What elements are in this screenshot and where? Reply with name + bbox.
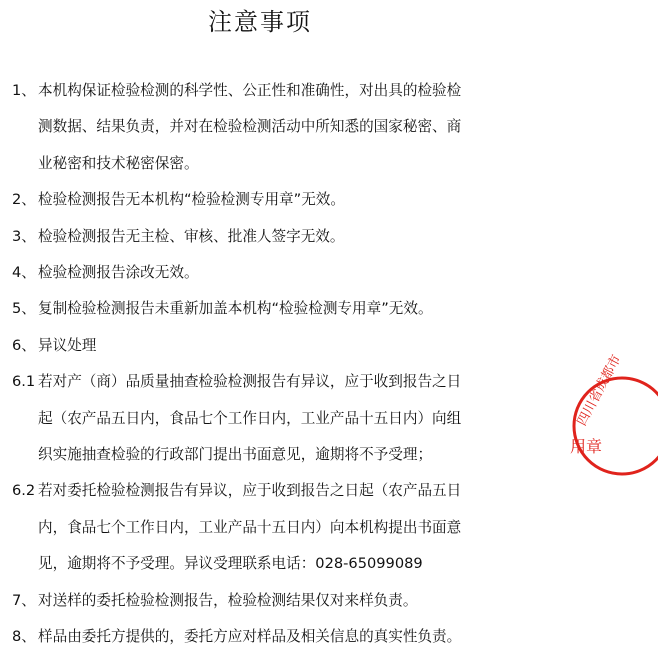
item-text-line: 复制检验检测报告未重新加盖本机构“检验检测专用章”无效。 xyxy=(38,300,433,318)
item-number: 4、 xyxy=(12,264,36,282)
item-text-line: 检验检测报告涂改无效。 xyxy=(38,264,199,282)
seal-inner-text: 用章 xyxy=(570,437,603,456)
item-number: 1、 xyxy=(12,82,36,99)
notice-item xyxy=(12,619,522,655)
seal-arc-text: 四川省成都市 xyxy=(574,352,625,429)
item-text-line: 织实施抽查检验的行政部门提出书面意见，逾期将不予受理； xyxy=(38,446,433,464)
item-text-line: 检验检测报告无本机构“检验检测专用章”无效。 xyxy=(38,191,345,209)
notice-item xyxy=(12,328,522,364)
item-number: 3、 xyxy=(12,227,36,245)
item-text-line: 对送样的委托检验检测报告，检验检测结果仅对来样负责。 xyxy=(38,591,418,609)
item-text-line: 测数据、结果负责，并对在检验检测活动中所知悉的国家秘密、商 xyxy=(38,118,462,136)
item-text-line: 内，食品七个工作日内，工业产品十五日内）向本机构提出书面意 xyxy=(38,518,462,536)
item-number: 6.1 xyxy=(12,373,36,391)
item-text-line: 检验检测报告无主检、审核、批准人签字无效。 xyxy=(38,227,345,245)
item-text-line: 样品由委托方提供的，委托方应对样品及相关信息的真实性负责。 xyxy=(38,628,462,646)
item-number: 8、 xyxy=(12,628,36,646)
notice-item xyxy=(12,583,522,619)
notice-item xyxy=(12,291,522,327)
item-text-line: 若对委托检验检测报告有异议，应于收到报告之日起（农产品五日 xyxy=(38,482,462,500)
notice-item xyxy=(12,473,522,582)
item-text-line: 业秘密和技术秘密保密。 xyxy=(38,154,199,172)
item-text-line: 起（农产品五日内，食品七个工作日内，工业产品十五日内）向组 xyxy=(38,409,462,427)
item-number: 5、 xyxy=(12,300,36,318)
notice-item xyxy=(12,73,522,182)
notice-item xyxy=(12,182,522,218)
notice-list xyxy=(12,73,522,656)
item-number: 6、 xyxy=(12,336,36,354)
item-text-line: 若对产（商）品质量抽查检验检测报告有异议，应于收到报告之日 xyxy=(38,373,462,391)
page-title: 注意事项 xyxy=(208,8,312,36)
official-seal xyxy=(568,352,658,480)
item-text-line: 本机构保证检验检测的科学性、公正性和准确性，对出具的检验检 xyxy=(38,82,462,99)
notice-item xyxy=(12,219,522,255)
item-text-line: 见，逾期将不予受理。异议受理联系电话：028-65099089 xyxy=(38,555,423,573)
notice-item xyxy=(12,255,522,291)
notice-item xyxy=(12,364,522,473)
item-number: 7、 xyxy=(12,591,36,609)
item-number: 6.2 xyxy=(12,482,36,500)
item-number: 2、 xyxy=(12,191,36,209)
item-text-line: 异议处理 xyxy=(38,336,97,354)
